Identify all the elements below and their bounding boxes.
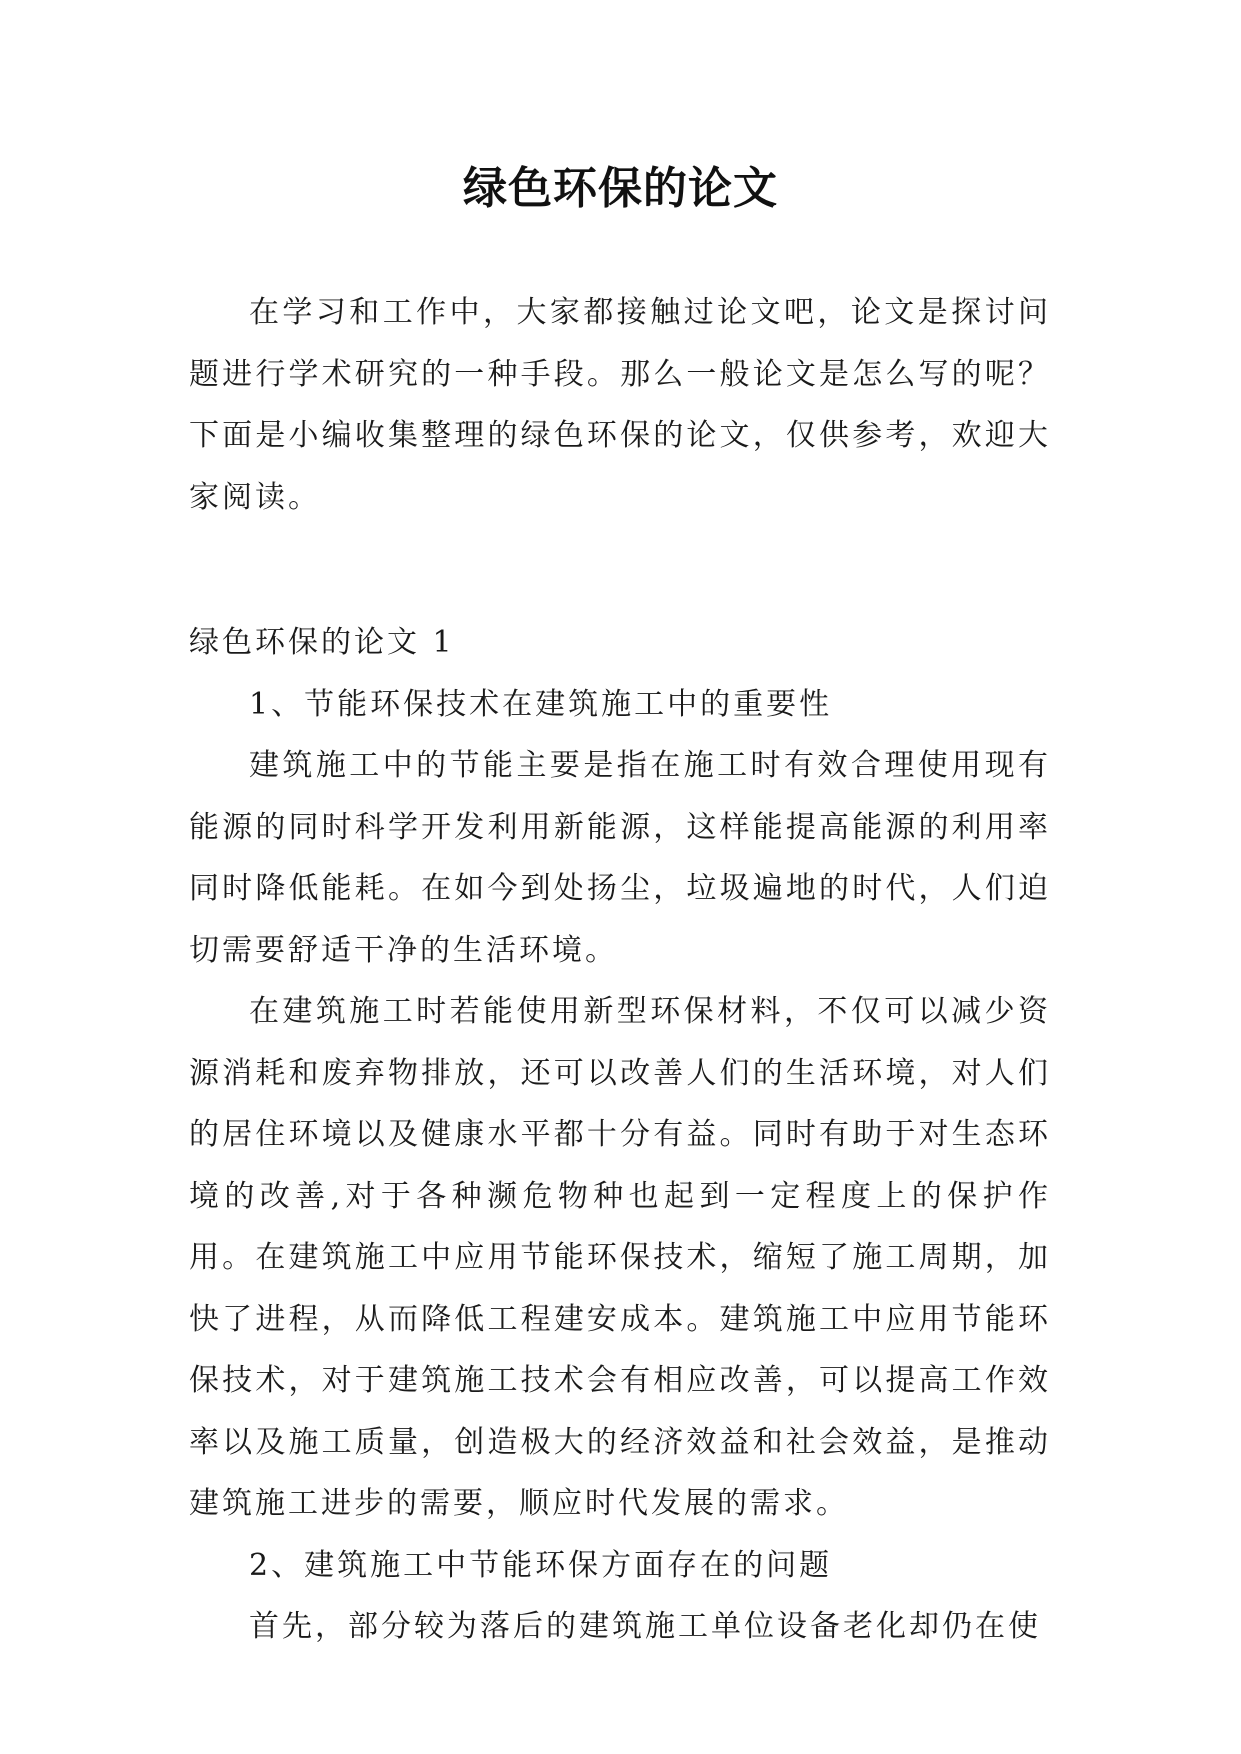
paragraph-2: 在建筑施工时若能使用新型环保材料，不仅可以减少资源消耗和废弃物排放，还可以改善人们的生活环境，对人们的居住环境以及健康水平都十分有益。同时有助于对生态环境的改善,对于各种濒危物种也起到一定程度上的保护作用。在建筑施工中应用节能环保技术，缩短了施工周期，加快了进程，从而降低工程建安成本。建筑施工中应用节能环保技术，对于建筑施工技术会有相应改善，可以提高工作效率以及施工质量，创造极大的经济效益和社会效益，是推动建筑施工进步的需要，顺应时代发展的需求。 bbox=[189, 994, 1051, 1521]
heading-1: 1、节能环保技术在建筑施工中的重要性 bbox=[249, 686, 833, 722]
heading-2: 2、建筑施工中节能环保方面存在的问题 bbox=[249, 1547, 833, 1583]
document-body bbox=[189, 282, 1051, 1658]
paragraph-3: 首先，部分较为落后的建筑施工单位设备老化却仍在使 bbox=[249, 1609, 1041, 1644]
paragraph-spacer bbox=[189, 528, 1051, 612]
paragraph-1: 建筑施工中的节能主要是指在施工时有效合理使用现有能源的同时科学开发利用新能源，这样能提高能源的利用率同时降低能耗。在如今到处扬尘，垃圾遍地的时代，人们迫切需要舒适干净的生活环境。 bbox=[189, 748, 1051, 968]
section-title: 绿色环保的论文 1 bbox=[189, 625, 455, 660]
document-title: 绿色环保的论文 bbox=[463, 163, 778, 214]
intro-paragraph: 在学习和工作中，大家都接触过论文吧，论文是探讨问题进行学术研究的一种手段。那么一般论文是怎么写的呢？下面是小编收集整理的绿色环保的论文，仅供参考，欢迎大家阅读。 bbox=[189, 295, 1051, 515]
